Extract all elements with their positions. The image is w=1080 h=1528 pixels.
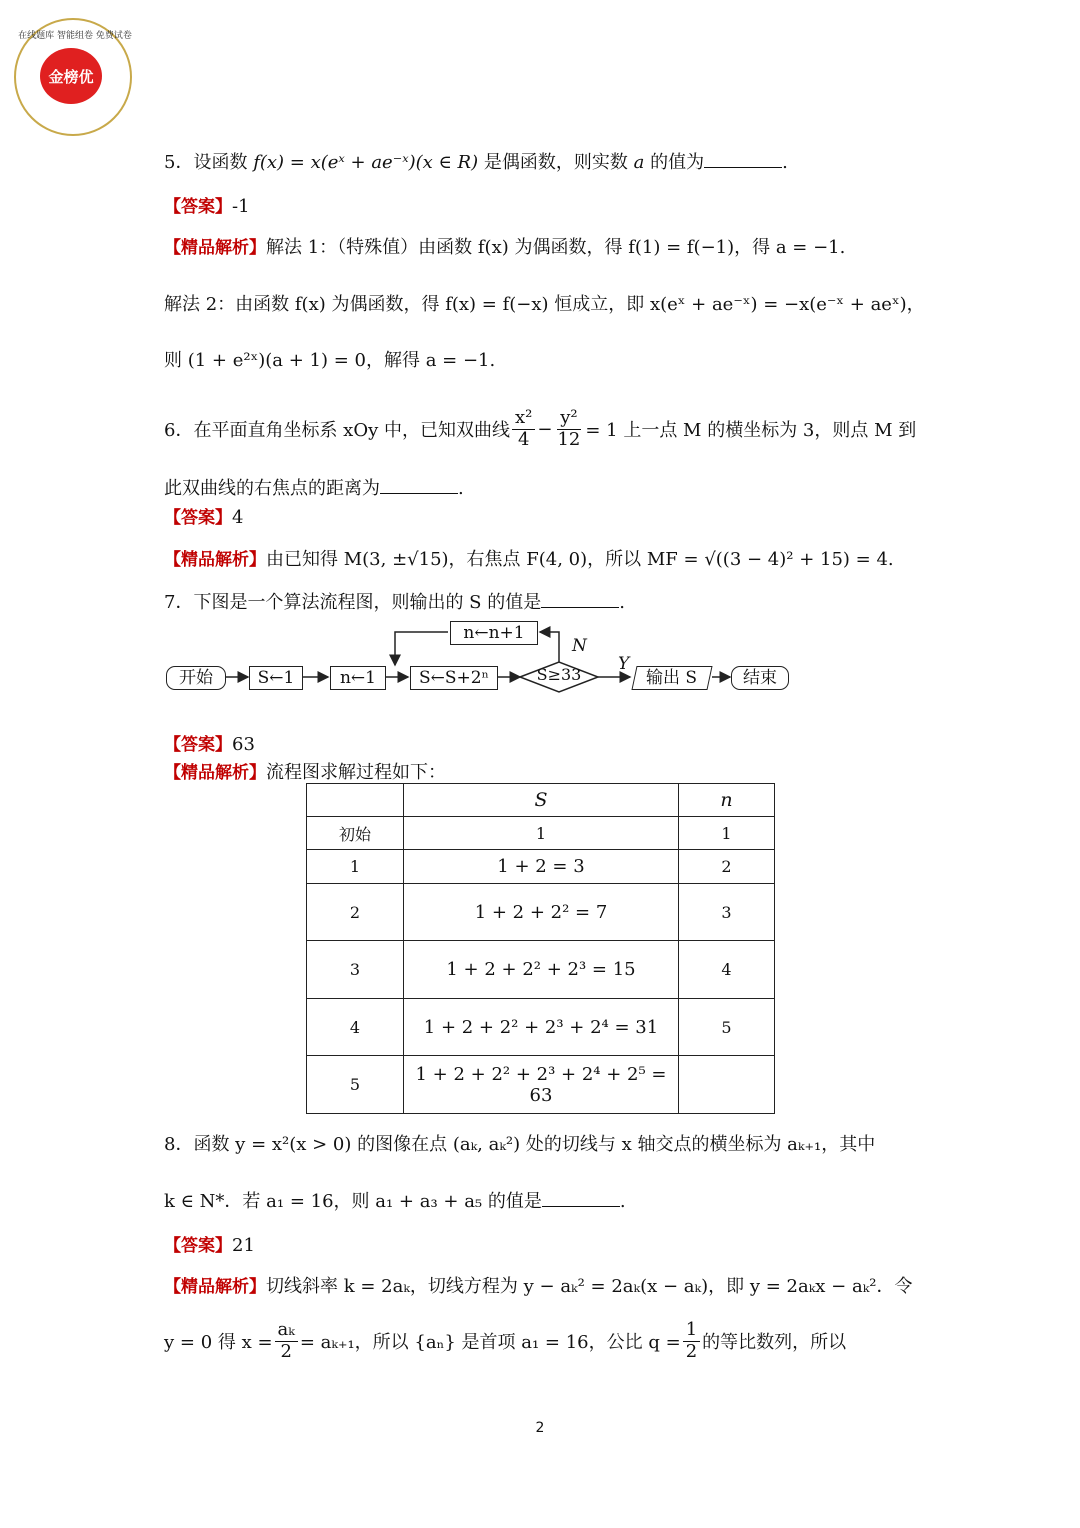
solution-7 (164, 758, 446, 784)
table-cell: 1 + 2 + 2² + 2³ + 2⁴ = 31 (404, 999, 679, 1056)
table-cell: 5 (679, 999, 775, 1056)
answer-6 (164, 503, 243, 528)
answer-label: 【答案】 (164, 735, 232, 755)
fraction-denominator: 2 (280, 1340, 292, 1362)
solution-label: 【精品解析】 (164, 550, 266, 570)
answer-value: 4 (232, 507, 244, 528)
q6-fraction-y (554, 408, 583, 450)
q7-text: 7．下图是一个算法流程图，则输出的 S 的值是 (164, 592, 542, 613)
solution-label: 【精品解析】 (164, 1277, 266, 1297)
flow-arrow-no (540, 632, 559, 662)
solution-text: 流程图求解过程如下： (266, 762, 446, 783)
answer-label: 【答案】 (164, 1236, 232, 1256)
table-cell: 2 (679, 850, 775, 884)
q7-end: . (619, 592, 625, 613)
question-6-line-2 (164, 474, 464, 500)
fraction-numerator: aₖ (275, 1320, 298, 1342)
table-cell: 初始 (307, 817, 404, 850)
q5-end: . (782, 152, 788, 173)
fraction-numerator: 1 (683, 1320, 700, 1342)
solution-text: 切线斜率 k = 2aₖ，切线方程为 y − aₖ² = 2aₖ(x − aₖ)，即 y = 2aₖx − aₖ²．令 (266, 1276, 913, 1297)
table-cell: 1 (404, 817, 679, 850)
fraction-numerator: x² (512, 408, 535, 430)
sol8-fraction-q (683, 1320, 700, 1362)
flow-arrow-loop (395, 632, 448, 665)
table-cell: 5 (307, 1056, 404, 1114)
answer-8 (164, 1231, 255, 1256)
table-cell: 1 + 2 = 3 (404, 850, 679, 884)
solution-5-method-2: 解法 2：由函数 f(x) 为偶函数，得 f(x) = f(−x) 恒成立，即 x(eˣ + ae⁻ˣ) = −x(e⁻ˣ + aeˣ)， (164, 294, 925, 315)
answer-value: 63 (232, 734, 255, 755)
sol8-part-c: 的等比数列，所以 (702, 1332, 847, 1353)
page-number: 2 (535, 1420, 545, 1436)
solution-table (306, 783, 775, 1114)
q6-prefix: 6．在平面直角坐标系 xOy 中，已知双曲线 (164, 420, 510, 441)
table-cell: 1 + 2 + 2² + 2³ + 2⁴ + 2⁵ = 63 (404, 1056, 679, 1114)
table-cell: 1 + 2 + 2² + 2³ = 15 (404, 941, 679, 999)
q6-equation-rest: = 1 上一点 M 的横坐标为 3，则点 M 到 (585, 420, 917, 441)
answer-blank (380, 477, 458, 494)
answer-blank (542, 1190, 620, 1207)
flow-s-init: S←1 (249, 666, 303, 690)
sol8-part-a: y = 0 得 x = (164, 1332, 273, 1353)
solution-text: 解法 1：（特殊值）由函数 f(x) 为偶函数，得 f(1) = f(−1)，得 a = −1. (266, 237, 846, 258)
table-row (307, 850, 775, 884)
flow-output-label: 输出 S (646, 668, 698, 688)
q5-function: f(x) = x(eˣ + ae⁻ˣ)(x ∈ R) (253, 152, 479, 173)
q5-middle: 是偶函数，则实数 (483, 152, 628, 173)
answer-5 (164, 192, 250, 217)
question-7 (164, 588, 625, 614)
table-header-cell (307, 784, 404, 817)
flow-start: 开始 (166, 666, 226, 690)
table-row (307, 817, 775, 850)
table-row (307, 941, 775, 999)
table-cell: 1 (679, 817, 775, 850)
q6-end: . (458, 478, 464, 499)
question-6 (164, 402, 916, 456)
solution-8-line-2 (164, 1314, 846, 1368)
fraction-denominator: 2 (685, 1340, 698, 1362)
flow-n-init: n←1 (330, 666, 386, 690)
table-cell: 3 (679, 884, 775, 941)
solution-8 (164, 1272, 912, 1298)
table-cell (679, 1056, 775, 1114)
fraction-denominator: 12 (557, 428, 581, 450)
table-row (307, 1056, 775, 1114)
q8-line1: 8．函数 y = x²(x > 0) 的图像在点 (aₖ, aₖ²) 处的切线与 x 轴交点的横坐标为 aₖ₊₁，其中 (164, 1134, 876, 1155)
answer-label: 【答案】 (164, 508, 232, 528)
solution-label: 【精品解析】 (164, 238, 266, 258)
table-header-row (307, 784, 775, 817)
answer-value: 21 (232, 1235, 255, 1256)
answer-label: 【答案】 (164, 197, 232, 217)
q6-fraction-x (512, 408, 535, 450)
q6-minus: − (537, 418, 553, 440)
answer-value: -1 (232, 196, 250, 217)
answer-blank (541, 591, 619, 608)
table-cell: 4 (307, 999, 404, 1056)
table-header-cell: n (679, 784, 775, 817)
flow-no-label: N (572, 636, 587, 656)
q6-line2: 此双曲线的右焦点的距离为 (164, 478, 380, 499)
flow-s-update: S←S+2ⁿ (410, 666, 498, 690)
question-8-line-2 (164, 1187, 626, 1213)
table-header-cell: S (404, 784, 679, 817)
q5-var-a: a (633, 152, 645, 173)
flow-condition: S≥33 (536, 665, 582, 684)
flow-yes-label: Y (618, 654, 630, 674)
table-cell: 2 (307, 884, 404, 941)
question-5 (164, 148, 788, 174)
solution-text: 由已知得 M(3, ±√15)，右焦点 F(4, 0)，所以 MF = √((3 − 4)² + 15) = 4. (266, 549, 894, 570)
fraction-denominator: 4 (517, 428, 530, 450)
flow-end: 结束 (731, 666, 789, 690)
sol8-fraction-x (275, 1320, 298, 1362)
logo-text: 金榜优 (40, 48, 102, 104)
q5-prefix: 5．设函数 (164, 152, 248, 173)
logo-ring-text: 在线题库 智能组卷 免费试卷 (18, 31, 132, 41)
q5-suffix: 的值为 (650, 152, 705, 173)
table-cell: 3 (307, 941, 404, 999)
answer-blank (704, 151, 782, 168)
solution-5-method-2b: 则 (1 + e²ˣ)(a + 1) = 0，解得 a = −1. (164, 350, 496, 371)
table-cell: 1 (307, 850, 404, 884)
sol8-part-b: = aₖ₊₁，所以 {aₙ} 是首项 a₁ = 16，公比 q = (299, 1332, 681, 1353)
q8-end: . (619, 1191, 626, 1212)
table-row (307, 999, 775, 1056)
solution-6 (164, 545, 894, 571)
table-cell: 4 (679, 941, 775, 999)
table-row (307, 884, 775, 941)
logo-badge (14, 18, 132, 136)
answer-7 (164, 730, 255, 755)
solution-5-method-1 (164, 233, 845, 259)
flow-n-update: n←n+1 (450, 621, 538, 645)
solution-label: 【精品解析】 (164, 763, 266, 783)
fraction-numerator: y² (557, 408, 580, 430)
q8-line2: k ∈ N*．若 a₁ = 16，则 a₁ + a₃ + a₅ 的值是 (164, 1191, 542, 1212)
table-cell: 1 + 2 + 2² = 7 (404, 884, 679, 941)
question-8 (164, 1130, 875, 1156)
flow-output (631, 666, 712, 690)
